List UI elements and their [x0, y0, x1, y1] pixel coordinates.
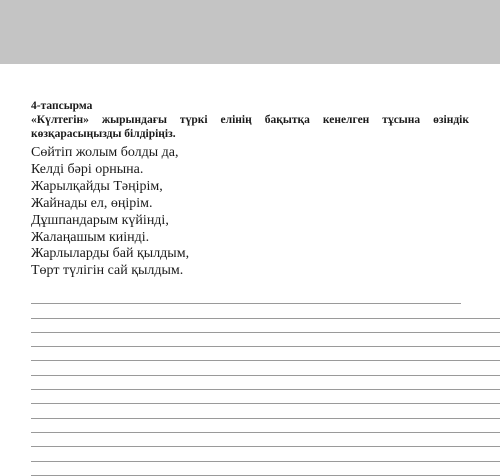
answer-line[interactable] [31, 390, 500, 404]
answer-line[interactable] [31, 333, 500, 347]
answer-line[interactable] [31, 290, 461, 304]
poem-line: Жайнады ел, өңірім. [31, 195, 153, 211]
answer-line[interactable] [31, 376, 500, 390]
answer-line[interactable] [31, 304, 500, 318]
task-question: «Күлтегін» жырындағы түркі елінің бақытқа кенелген тұсына өзіндік көзқарасыңызды білдіріңіз. [31, 114, 469, 140]
poem-line: Жарлыларды бай қылдым, [31, 246, 190, 262]
answer-line[interactable] [31, 319, 500, 333]
poem-line: Жалаңашым киінді. [31, 229, 150, 245]
answer-lines-area[interactable] [31, 290, 500, 476]
task-number: 4-тапсырма [31, 100, 93, 112]
answer-line[interactable] [31, 447, 500, 461]
answer-line[interactable] [31, 361, 500, 375]
answer-line[interactable] [31, 419, 500, 433]
answer-line[interactable] [31, 404, 500, 418]
answer-line[interactable] [31, 462, 500, 476]
poem-excerpt [31, 145, 331, 280]
answer-line[interactable] [31, 347, 500, 361]
answer-line[interactable] [31, 433, 500, 447]
top-gray-bar [0, 0, 500, 64]
poem-line: Келді бәрі орнына. [31, 161, 144, 177]
poem-line: Сөйтіп жолым болды да, [31, 145, 179, 160]
poem-line: Төрт түлігін сай қылдым. [31, 263, 184, 279]
poem-line: Дұшпандарым күйінді, [31, 212, 169, 228]
task-header [31, 99, 469, 141]
poem-line: Жарылқайды Тәңірім, [31, 178, 163, 194]
